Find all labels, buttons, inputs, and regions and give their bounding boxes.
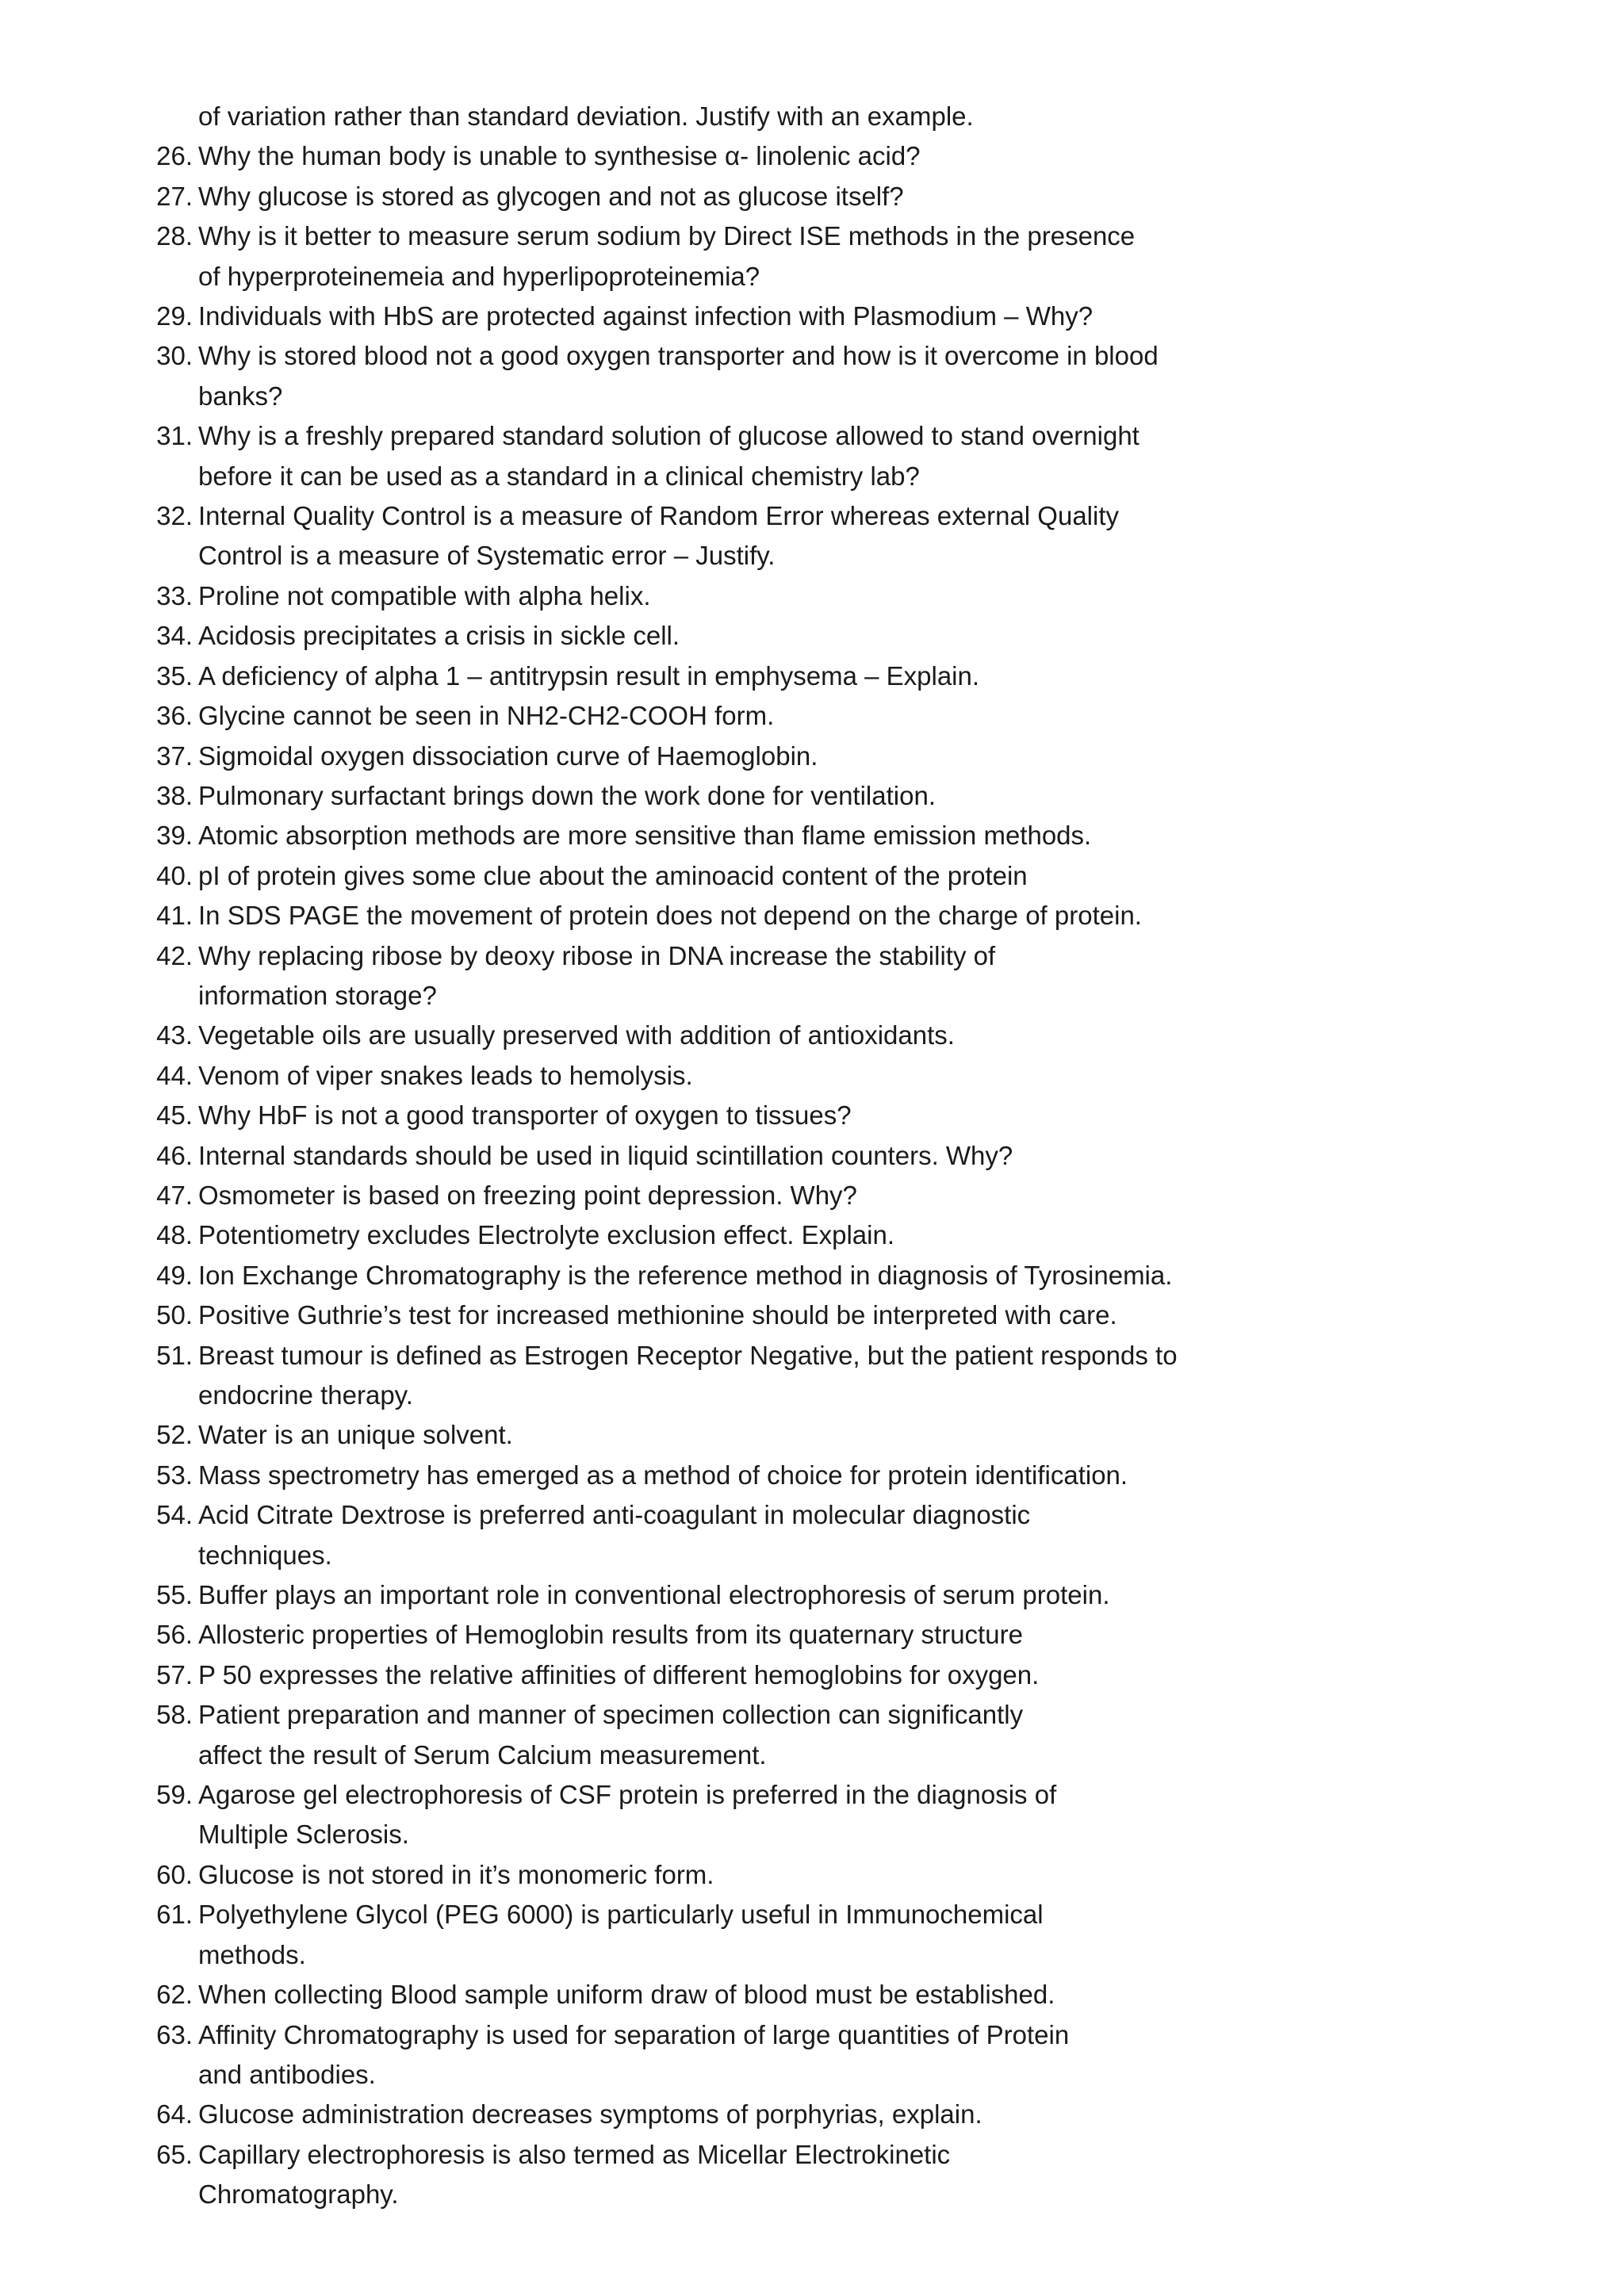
question-number: 54. <box>156 1500 193 1530</box>
question-number: 63. <box>156 2019 193 2049</box>
question-number: 61. <box>156 1900 193 1930</box>
question-number: 33. <box>156 580 193 610</box>
question-item <box>156 177 1293 216</box>
document-page <box>0 97 1624 2215</box>
continued-question-text: of variation rather than standard deviation. Justify with an example. <box>198 101 974 131</box>
question-number: 30. <box>156 341 193 371</box>
question-item <box>156 1456 1293 1495</box>
question-item <box>156 816 1293 855</box>
question-item <box>156 496 1293 576</box>
question-number: 40. <box>156 860 193 890</box>
question-number: 50. <box>156 1300 193 1330</box>
question-text: Glycine cannot be seen in NH2-CH2-COOH form. <box>198 701 775 731</box>
question-item <box>156 1975 1293 2015</box>
question-list <box>0 136 1624 2214</box>
question-item <box>156 297 1293 336</box>
question-text: Patient preparation and manner of specimen collection can significantly affect the result of Serum Calcium measurement. <box>198 1700 1024 1770</box>
question-text: pI of protein gives some clue about the aminoacid content of the protein <box>198 860 1028 890</box>
question-number: 35. <box>156 660 193 691</box>
question-number: 28. <box>156 221 193 251</box>
question-text: Why HbF is not a good transporter of oxygen to tissues? <box>198 1100 852 1131</box>
question-text: Buffer plays an important role in conventional electrophoresis of serum protein. <box>198 1580 1110 1610</box>
question-text: In SDS PAGE the movement of protein does not depend on the charge of protein. <box>198 901 1142 931</box>
question-number: 60. <box>156 1859 193 1889</box>
question-number: 41. <box>156 901 193 931</box>
question-number: 46. <box>156 1140 193 1170</box>
question-number: 53. <box>156 1460 193 1490</box>
question-text: Water is an unique solvent. <box>198 1420 513 1450</box>
question-text: Positive Guthrie’s test for increased methionine should be interpreted with care. <box>198 1300 1117 1330</box>
question-item <box>156 1215 1293 1255</box>
question-item <box>156 1096 1293 1135</box>
question-number: 29. <box>156 301 193 331</box>
question-item <box>156 1136 1293 1176</box>
question-text: When collecting Blood sample uniform draw of blood must be established. <box>198 1980 1055 2010</box>
question-item <box>156 336 1293 416</box>
question-number: 38. <box>156 780 193 810</box>
question-text: Acidosis precipitates a crisis in sickle cell. <box>198 621 680 651</box>
question-item <box>156 1056 1293 1096</box>
question-number: 51. <box>156 1340 193 1370</box>
question-text: Why the human body is unable to synthesise α- linolenic acid? <box>198 141 921 171</box>
question-text: Why glucose is stored as glycogen and not as glucose itself? <box>198 181 904 211</box>
question-item <box>156 1695 1293 1775</box>
question-number: 47. <box>156 1180 193 1210</box>
question-item <box>156 1295 1293 1335</box>
question-item <box>156 1895 1293 1975</box>
question-item <box>156 576 1293 616</box>
question-item <box>156 856 1293 896</box>
question-text: Allosteric properties of Hemoglobin results from its quaternary structure <box>198 1620 1023 1650</box>
question-text: Individuals with HbS are protected against infection with Plasmodium – Why? <box>198 301 1094 331</box>
question-text: Mass spectrometry has emerged as a method of choice for protein identification. <box>198 1460 1128 1490</box>
question-text: Vegetable oils are usually preserved with addition of antioxidants. <box>198 1020 955 1050</box>
question-number: 52. <box>156 1420 193 1450</box>
question-number: 65. <box>156 2139 193 2169</box>
question-text: Ion Exchange Chromatography is the reference method in diagnosis of Tyrosinemia. <box>198 1260 1173 1290</box>
question-text: Affinity Chromatography is used for separation of large quantities of Protein and antibodies. <box>198 2019 1070 2089</box>
question-number: 36. <box>156 701 193 731</box>
question-item <box>156 2015 1293 2095</box>
question-text: Osmometer is based on freezing point depression. Why? <box>198 1180 857 1210</box>
question-number: 27. <box>156 181 193 211</box>
question-item <box>156 1336 1293 1416</box>
question-number: 34. <box>156 621 193 651</box>
question-text: Proline not compatible with alpha helix. <box>198 580 651 610</box>
question-text: Internal Quality Control is a measure of Random Error whereas external Quality Control is a measure of Systematic error – Justify. <box>198 501 1120 571</box>
question-item <box>156 656 1293 696</box>
question-item <box>156 1575 1293 1615</box>
question-item <box>156 1415 1293 1455</box>
question-item <box>156 2095 1293 2134</box>
question-text: Why replacing ribose by deoxy ribose in DNA increase the stability of information storage? <box>198 940 996 1010</box>
question-text: P 50 expresses the relative affinities of different hemoglobins for oxygen. <box>198 1659 1040 1689</box>
question-item <box>156 896 1293 936</box>
question-item <box>156 1855 1293 1895</box>
question-item <box>156 936 1293 1016</box>
question-text: Sigmoidal oxygen dissociation curve of Haemoglobin. <box>198 740 818 771</box>
question-number: 48. <box>156 1220 193 1250</box>
question-text: Capillary electrophoresis is also termed as Micellar Electrokinetic Chromatography. <box>198 2139 951 2210</box>
question-text: Why is stored blood not a good oxygen transporter and how is it overcome in blood banks? <box>198 341 1159 411</box>
question-item <box>156 216 1293 297</box>
question-number: 43. <box>156 1020 193 1050</box>
question-text: Acid Citrate Dextrose is preferred anti-coagulant in molecular diagnostic techniques. <box>198 1500 1031 1570</box>
question-number: 31. <box>156 421 193 451</box>
question-number: 57. <box>156 1659 193 1689</box>
question-number: 58. <box>156 1700 193 1730</box>
question-item <box>156 1256 1293 1295</box>
question-text: Potentiometry excludes Electrolyte exclusion effect. Explain. <box>198 1220 894 1250</box>
question-text: Why is it better to measure serum sodium by Direct ISE methods in the presence of hyperproteinemeia and hyperlipoproteinemia? <box>198 221 1136 291</box>
question-number: 32. <box>156 501 193 531</box>
question-item <box>156 1655 1293 1695</box>
question-item <box>156 1016 1293 1055</box>
question-text: Breast tumour is defined as Estrogen Receptor Negative, but the patient responds to endocrine therapy. <box>198 1340 1178 1410</box>
question-text: Agarose gel electrophoresis of CSF protein is preferred in the diagnosis of Multiple Sclerosis. <box>198 1780 1057 1850</box>
question-item <box>156 1495 1293 1575</box>
question-number: 44. <box>156 1060 193 1090</box>
question-text: Glucose is not stored in it’s monomeric form. <box>198 1859 714 1889</box>
question-number: 55. <box>156 1580 193 1610</box>
question-text: A deficiency of alpha 1 – antitrypsin result in emphysema – Explain. <box>198 660 980 691</box>
question-text: Atomic absorption methods are more sensitive than flame emission methods. <box>198 821 1092 851</box>
question-number: 56. <box>156 1620 193 1650</box>
question-text: Why is a freshly prepared standard solution of glucose allowed to stand overnight before it can be used as a standard in a clinical chemistry lab? <box>198 421 1139 491</box>
question-number: 49. <box>156 1260 193 1290</box>
question-item <box>156 416 1293 496</box>
question-text: Internal standards should be used in liquid scintillation counters. Why? <box>198 1140 1013 1170</box>
question-item <box>156 136 1293 176</box>
question-number: 37. <box>156 740 193 771</box>
question-item <box>156 1176 1293 1215</box>
question-number: 62. <box>156 1980 193 2010</box>
question-number: 39. <box>156 821 193 851</box>
question-text: Glucose administration decreases symptoms of porphyrias, explain. <box>198 2099 982 2130</box>
question-text: Venom of viper snakes leads to hemolysis. <box>198 1060 693 1090</box>
question-text: Polyethylene Glycol (PEG 6000) is particularly useful in Immunochemical methods. <box>198 1900 1044 1969</box>
question-item <box>156 2135 1293 2215</box>
question-number: 42. <box>156 940 193 970</box>
question-number: 26. <box>156 141 193 171</box>
question-item <box>156 696 1293 736</box>
question-number: 64. <box>156 2099 193 2130</box>
question-item <box>156 1615 1293 1655</box>
question-number: 59. <box>156 1780 193 1810</box>
question-item <box>156 776 1293 816</box>
question-number: 45. <box>156 1100 193 1131</box>
question-item <box>156 1775 1293 1855</box>
question-item <box>156 737 1293 776</box>
question-item <box>156 616 1293 656</box>
question-text: Pulmonary surfactant brings down the work done for ventilation. <box>198 780 936 810</box>
